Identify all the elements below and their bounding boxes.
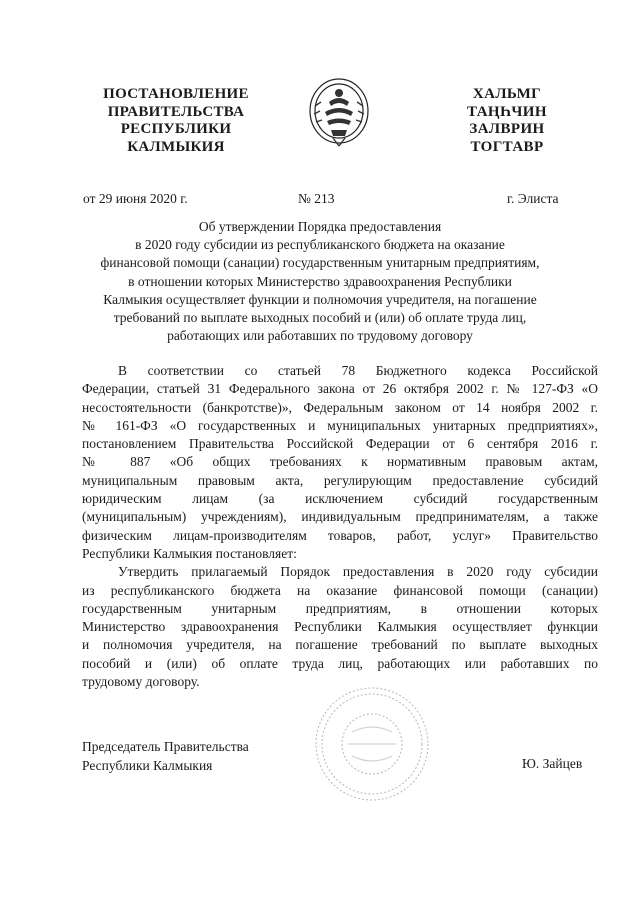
- paragraph-line: из республиканского бюджета на оказание финансовой помощи (санации): [82, 582, 598, 598]
- title-line: финансовой помощи (санации) государственным унитарным предприятиям,: [100, 255, 540, 271]
- document-title: [60, 218, 580, 345]
- header-left-line: РЕСПУБЛИКИ: [120, 121, 232, 137]
- title-line: в 2020 году субсидии из республиканского бюджета на оказание: [135, 237, 505, 253]
- header-left-line: ПОСТАНОВЛЕНИЕ: [103, 86, 249, 102]
- paragraph-line: несостоятельности (банкротстве)», Федеральным законом от 14 ноября 2002 г.: [82, 399, 598, 415]
- paragraph-line: физическим лицам-производителям товаров, работ, услуг» Правительство: [82, 527, 598, 543]
- paragraph-line: трудовому договору.: [82, 674, 200, 690]
- paragraph-line: государственным унитарным предприятиям, в отношении которых: [82, 600, 598, 616]
- header-right-line: ЗАЛВРИН: [469, 121, 545, 137]
- title-line: работающих или работавших по трудовому договору: [167, 328, 473, 344]
- document-number: № 213: [298, 191, 335, 206]
- paragraph-line: № 161-ФЗ «О государственных и муниципальных унитарных предприятиях»,: [82, 417, 598, 433]
- paragraph-line: Министерство здравоохранения Республики Калмыкия осуществляет функции: [82, 619, 598, 635]
- signatory-name: Ю. Зайцев: [522, 756, 583, 771]
- official-seal-stamp: [312, 684, 432, 804]
- header-right-line: ТОГТАВР: [470, 138, 544, 155]
- paragraph-line: Утвердить прилагаемый Порядок предоставления в 2020 году субсидии: [118, 564, 598, 580]
- paragraph-line: Федерации, статьей 31 Федерального закона от 26 октября 2002 г. № 127-ФЗ «О: [82, 381, 598, 397]
- document-city: г. Элиста: [507, 191, 559, 206]
- title-line: требований по выплате выходных пособий и (или) об оплате труда лиц,: [113, 310, 527, 326]
- paragraph-line: № 887 «Об общих требованиях к нормативным правовым актам,: [82, 454, 598, 470]
- document-body: [82, 362, 598, 691]
- document-date: от 29 июня 2020 г.: [83, 191, 188, 206]
- title-line: в отношении которых Министерство здравоохранения Республики: [128, 273, 512, 289]
- header-left-line: КАЛМЫКИЯ: [127, 138, 225, 155]
- signatory-position-line: Председатель Правительства: [82, 739, 249, 754]
- paragraph-line: юридическим лицам (за исключением субсидий государственным: [82, 491, 598, 507]
- paragraph-line: постановлением Правительства Российской Федерации от 6 сентября 2016 г.: [82, 436, 598, 452]
- header-right-line: ТАҢҺЧИН: [467, 103, 547, 120]
- title-line: Об утверждении Порядка предоставления: [198, 219, 442, 234]
- header-left-title: [96, 86, 256, 156]
- title-line: Калмыкия осуществляет функции и полномочия учредителя, на погашение: [103, 291, 537, 307]
- signatory-position-line: Республики Калмыкия: [82, 757, 213, 773]
- header-right-line: ХАЛЬМГ: [472, 86, 542, 102]
- signatory-position: [82, 738, 249, 775]
- paragraph-line: (муниципальным) учреждениям), индивидуальным предпринимателям, а также: [82, 509, 598, 525]
- header-left-line: ПРАВИТЕЛЬСТВА: [107, 103, 245, 120]
- paragraph-line: В соответствии со статьей 78 Бюджетного кодекса Российской: [118, 363, 598, 378]
- paragraph-line: Республики Калмыкия постановляет:: [82, 545, 297, 561]
- paragraph-line: муниципальным правовым акта, регулирующим предоставление субсидий: [82, 472, 598, 488]
- header-right-title: [452, 86, 562, 156]
- paragraph-line: пособий и (или) об оплате труда лиц, работающих или работавших по: [82, 655, 598, 671]
- kalmykia-coat-of-arms-icon: [307, 76, 371, 150]
- paragraph-line: и полномочия учредителя, на погашение требований по выплате выходных: [82, 637, 598, 653]
